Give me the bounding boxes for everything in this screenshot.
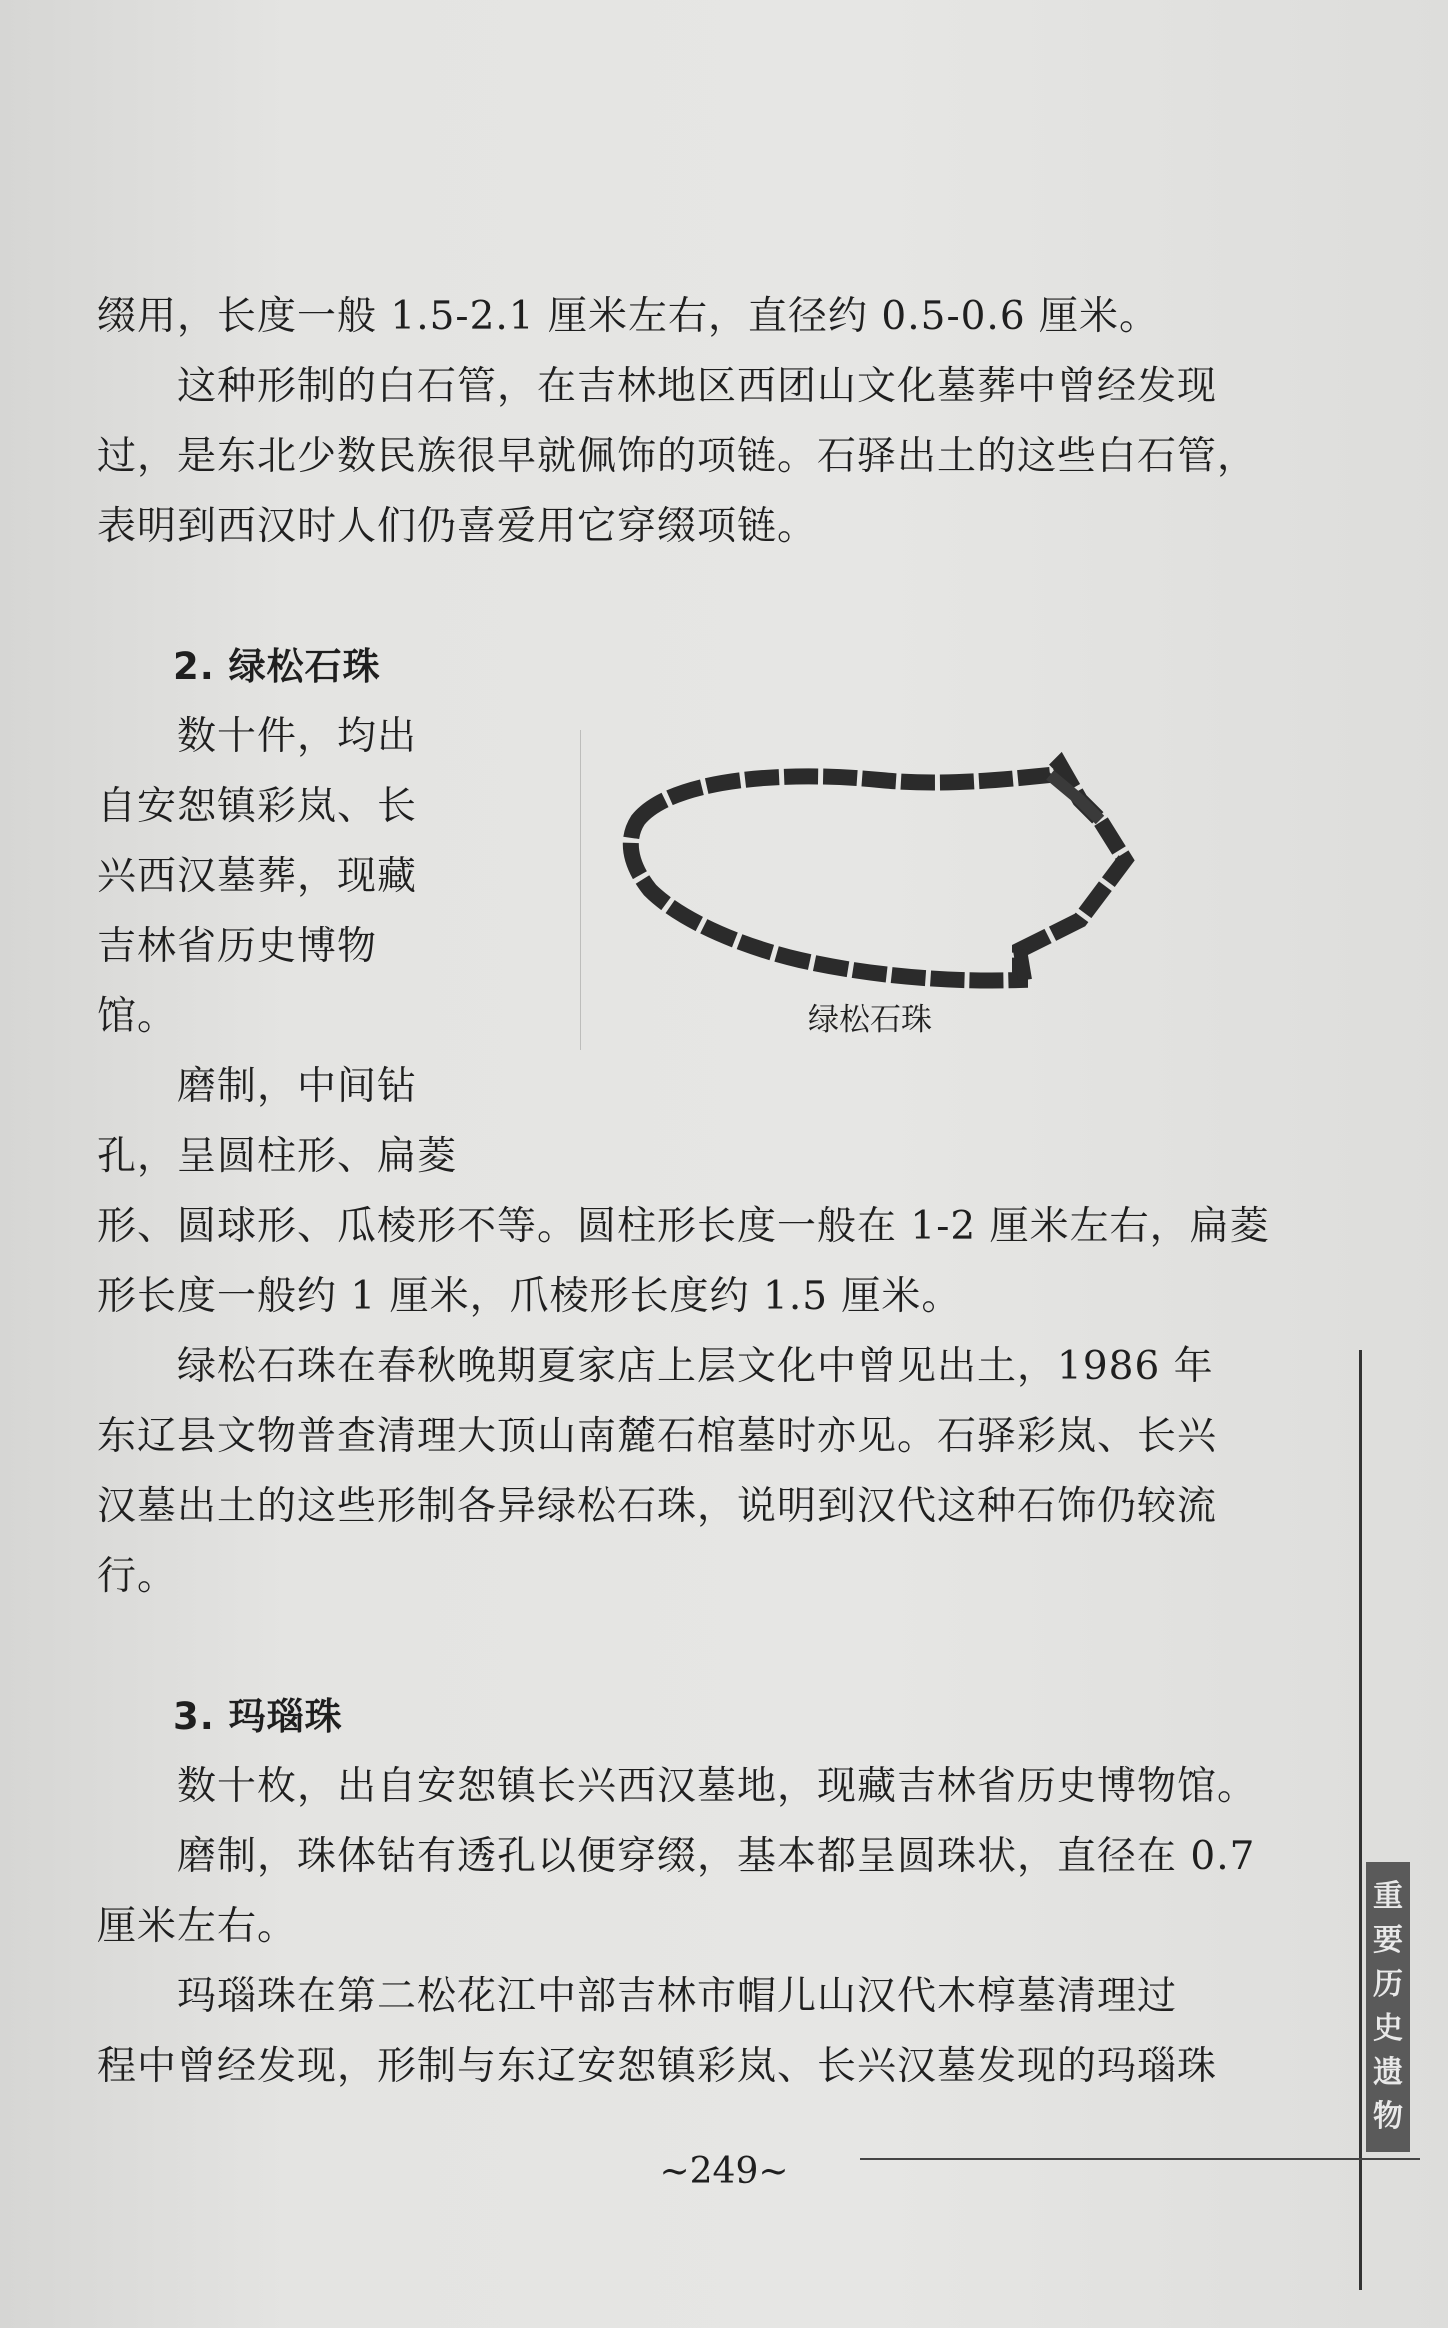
- text-line: 磨制，珠体钻有透孔以便穿缀，基本都呈圆珠状，直径在 0.7: [97, 1834, 1256, 1879]
- text-line: 缀用，长度一般 1.5-2.1 厘米左右，直径约 0.5-0.6 厘米。: [97, 294, 1160, 339]
- text-line: 馆。: [97, 994, 178, 1039]
- text-line: 磨制，中间钻: [97, 1064, 418, 1109]
- chapter-tab-char: 史: [1373, 2011, 1403, 2046]
- margin-rule: [1359, 1350, 1362, 2290]
- text-line: 数十件，均出: [97, 714, 418, 759]
- chapter-tab-char: 历: [1373, 1967, 1403, 2002]
- text-line: 形长度一般约 1 厘米，爪棱形长度约 1.5 厘米。: [97, 1274, 962, 1319]
- text-line: 这种形制的白石管，在吉林地区西团山文化墓葬中曾经发现: [97, 364, 1218, 409]
- text-line: 数十枚，出自安恕镇长兴西汉墓地，现藏吉林省历史博物馆。: [97, 1764, 1258, 1809]
- chapter-tab-char: 遗: [1373, 2055, 1403, 2090]
- text-line: 孔，呈圆柱形、扁菱: [97, 1134, 458, 1179]
- chapter-tab: [1366, 1862, 1410, 2152]
- text-line: 过，是东北少数民族很早就佩饰的项链。石驿出土的这些白石管，: [97, 434, 1258, 479]
- text-line: 东辽县文物普查清理大顶山南麓石棺墓时亦见。石驿彩岚、长兴: [97, 1414, 1218, 1459]
- chapter-tab-char: 重: [1373, 1879, 1403, 1914]
- text-line: 汉墓出土的这些形制各异绿松石珠，说明到汉代这种石饰仍较流: [97, 1484, 1218, 1529]
- text-line: 程中曾经发现，形制与东辽安恕镇彩岚、长兴汉墓发现的玛瑙珠: [97, 2044, 1218, 2089]
- text-line: 表明到西汉时人们仍喜爱用它穿缀项链。: [97, 504, 818, 549]
- section-heading: 2. 绿松石珠: [97, 645, 381, 688]
- text-line: 绿松石珠在春秋晚期夏家店上层文化中曾见出土，1986 年: [97, 1344, 1214, 1389]
- text-line: 形、圆球形、瓜棱形不等。圆柱形长度一般在 1-2 厘米左右，扁菱: [97, 1204, 1270, 1249]
- text-line: 厘米左右。: [97, 1904, 298, 1949]
- text-line: 玛瑙珠在第二松花江中部吉林市帽儿山汉代木椁墓清理过: [97, 1974, 1178, 2019]
- chapter-tab-char: 物: [1373, 2099, 1403, 2134]
- page-number: ~249~: [659, 2151, 789, 2192]
- section-heading: 3. 玛瑙珠: [97, 1695, 343, 1738]
- text-line: 行。: [97, 1554, 178, 1599]
- text-line: 吉林省历史博物: [97, 924, 378, 969]
- chapter-tab-char: 要: [1373, 1923, 1403, 1958]
- text-line: 自安恕镇彩岚、长: [97, 784, 418, 829]
- figure-caption: 绿松石珠: [808, 1002, 932, 1038]
- text-line: 兴西汉墓葬，现藏: [97, 854, 418, 899]
